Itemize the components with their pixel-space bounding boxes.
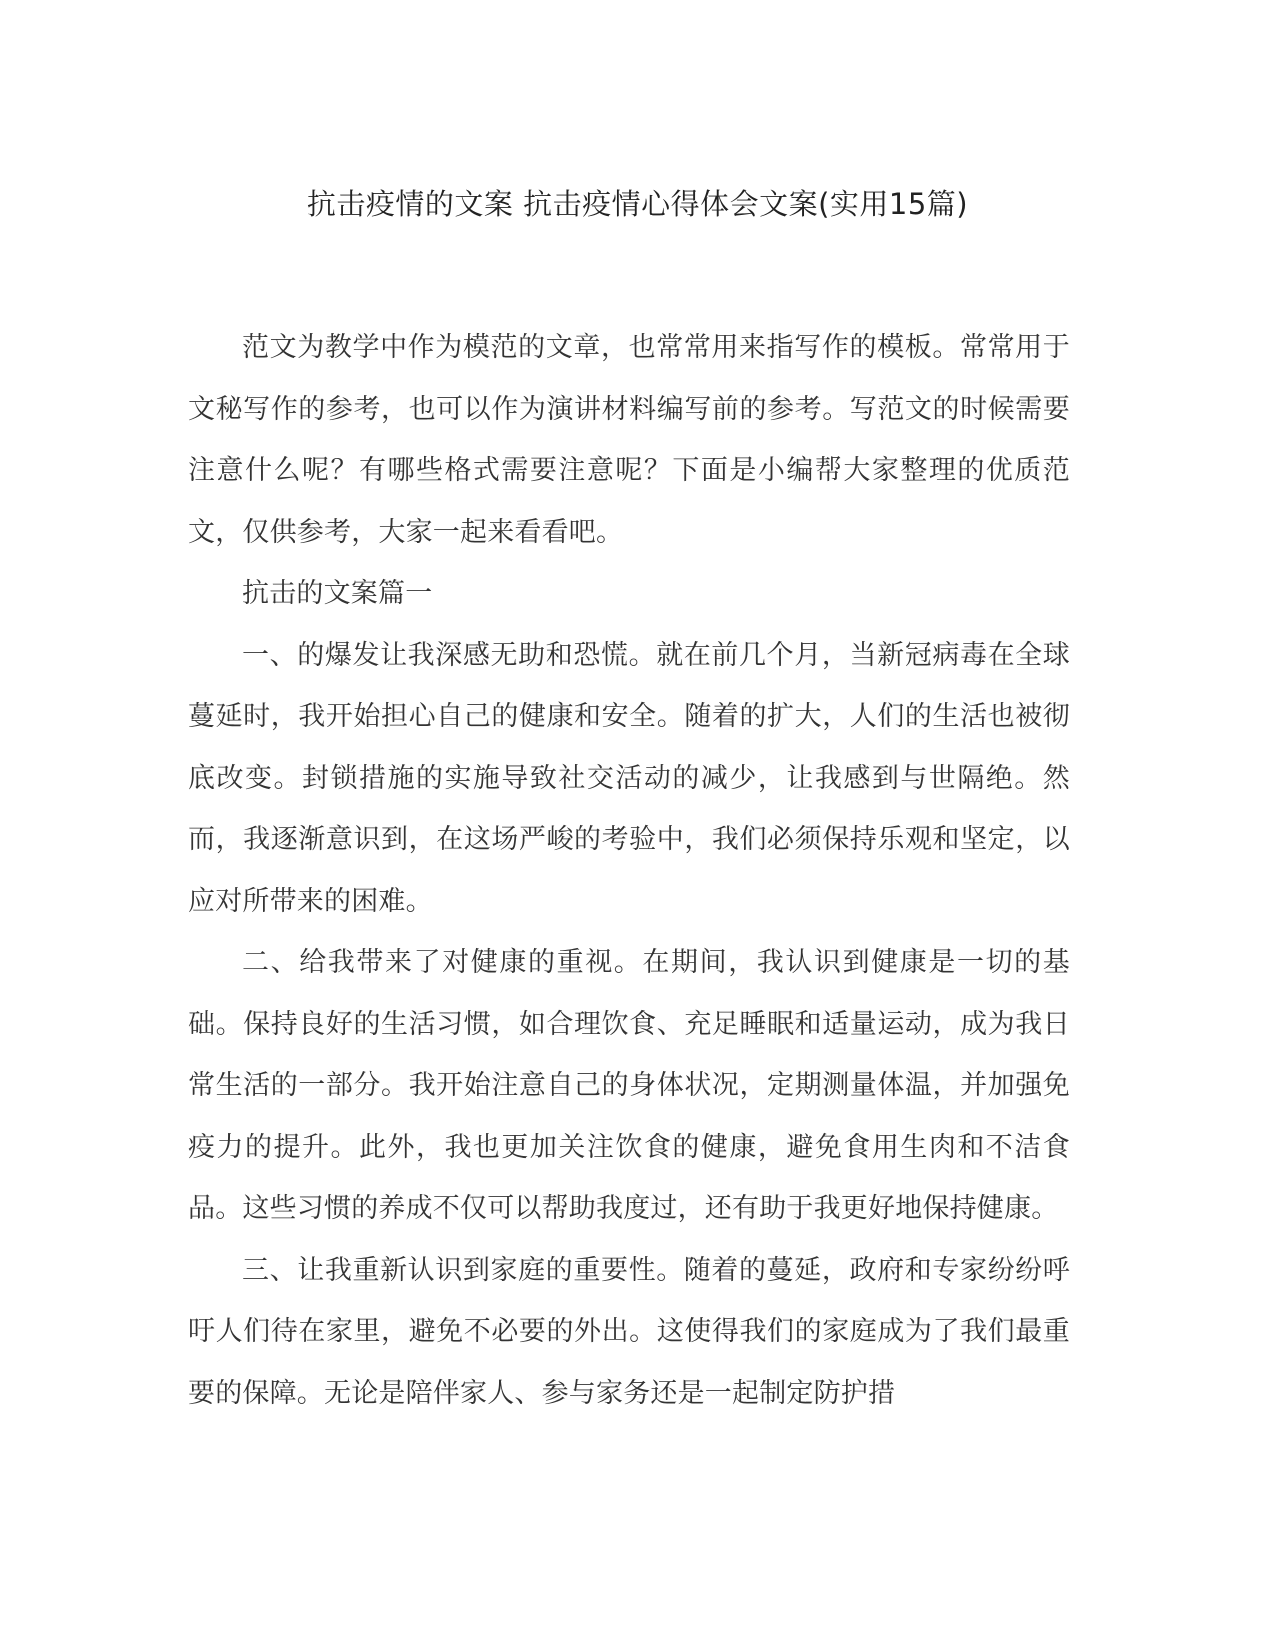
intro-paragraph: 范文为教学中作为模范的文章，也常常用来指写作的模板。常常用于文秘写作的参考，也可以作为演讲材料编写前的参考。写范文的时候需要注意什么呢？有哪些格式需要注意呢？下面是小编帮大家整理的优质范文，仅供参考，大家一起来看看吧。 — [188, 332, 1070, 548]
section-heading: 抗击的文案篇一 — [242, 578, 433, 609]
paragraph-one: 一、的爆发让我深感无助和恐慌。就在前几个月，当新冠病毒在全球蔓延时，我开始担心自己的健康和安全。随着的扩大，人们的生活也被彻底改变。封锁措施的实施导致社交活动的减少，让我感到与世隔绝。然而，我逐渐意识到，在这场严峻的考验中，我们必须保持乐观和坚定，以应对所带来的困难。 — [188, 639, 1070, 917]
document-title: 抗击疫情的文案 抗击疫情心得体会文案(实用15篇) — [306, 187, 969, 221]
document-body — [188, 317, 1070, 1424]
paragraph-two: 二、给我带来了对健康的重视。在期间，我认识到健康是一切的基础。保持良好的生活习惯，如合理饮食、充足睡眠和适量运动，成为我日常生活的一部分。我开始注意自己的身体状况，定期测量体温，并加强免疫力的提升。此外，我也更加关注饮食的健康，避免食用生肉和不洁食品。这些习惯的养成不仅可以帮助我度过，还有助于我更好地保持健康。 — [188, 947, 1070, 1224]
paragraph-three: 三、让我重新认识到家庭的重要性。随着的蔓延，政府和专家纷纷呼吁人们待在家里，避免不必要的外出。这使得我们的家庭成为了我们最重要的保障。无论是陪伴家人、参与家务还是一起制定防护措 — [188, 1254, 1070, 1409]
